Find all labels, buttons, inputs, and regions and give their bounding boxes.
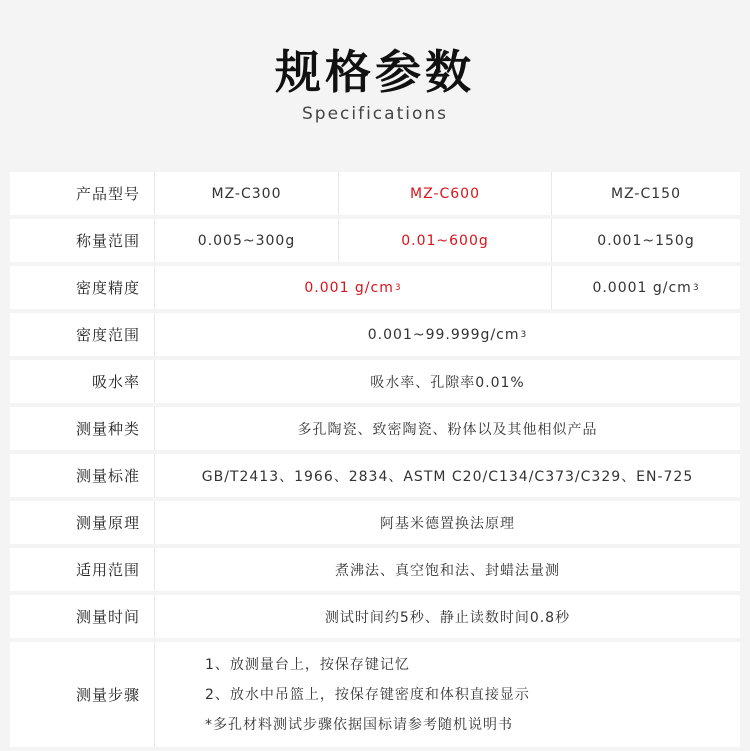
unit-sup: 3 <box>520 329 528 340</box>
spec-table <box>10 172 740 751</box>
row-label: 密度精度 <box>10 266 155 309</box>
page-title: 规格参数 <box>275 45 475 99</box>
row-label: 吸水率 <box>10 360 155 403</box>
types-value: 多孔陶瓷、致密陶瓷、粉体以及其他相似产品 <box>297 421 598 438</box>
water-value: 吸水率、孔隙率0.01% <box>370 374 525 391</box>
spec-row-steps <box>10 642 740 747</box>
row-label: 适用范围 <box>10 548 155 591</box>
precision-main <box>155 266 552 309</box>
spec-row-density-range <box>10 313 740 356</box>
spec-row-principle <box>10 501 740 544</box>
standard-value: GB/T2413、1966、2834、ASTM C20/C134/C373/C329、EN-725 <box>201 468 694 485</box>
row-label: 测量步骤 <box>10 642 155 747</box>
model-c600: MZ-C600 <box>339 172 552 215</box>
steps-list <box>155 642 740 747</box>
precision-alt <box>552 266 740 309</box>
row-label: 产品型号 <box>10 172 155 215</box>
spec-row-range <box>10 219 740 262</box>
step-item: *多孔材料测试步骤依据国标请参考随机说明书 <box>205 716 513 733</box>
spec-row-standard <box>10 454 740 497</box>
row-label: 测量时间 <box>10 595 155 638</box>
range-c300: 0.005~300g <box>155 219 339 262</box>
model-c300: MZ-C300 <box>155 172 339 215</box>
principle-value: 阿基米德置换法原理 <box>380 515 515 532</box>
unit-sup: 3 <box>394 282 402 293</box>
unit-sup: 3 <box>692 282 700 293</box>
spec-row-precision <box>10 266 740 309</box>
row-label: 测量种类 <box>10 407 155 450</box>
spec-row-types <box>10 407 740 450</box>
step-item: 1、放测量台上，按保存键记忆 <box>205 656 410 673</box>
spec-row-scope <box>10 548 740 591</box>
step-item: 2、放水中吊篮上，按保存键密度和体积直接显示 <box>205 686 530 703</box>
model-c150: MZ-C150 <box>611 185 681 202</box>
density-range-value <box>155 313 740 356</box>
spec-row-model <box>10 172 740 215</box>
range-c150: 0.001~150g <box>597 232 695 249</box>
precision-alt-value: 0.0001 g/cm <box>592 279 692 296</box>
density-range-text: 0.001~99.999g/cm <box>367 326 520 343</box>
precision-main-value: 0.001 g/cm <box>304 279 394 296</box>
scope-value: 煮沸法、真空饱和法、封蜡法量测 <box>335 562 560 579</box>
page-subtitle: Specifications <box>301 104 448 124</box>
row-label: 密度范围 <box>10 313 155 356</box>
row-label: 测量原理 <box>10 501 155 544</box>
spec-row-time <box>10 595 740 638</box>
row-label: 称量范围 <box>10 219 155 262</box>
time-value: 测试时间约5秒、静止读数时间0.8秒 <box>324 609 571 626</box>
row-label: 测量标准 <box>10 454 155 497</box>
range-c600: 0.01~600g <box>339 219 552 262</box>
spec-row-water <box>10 360 740 403</box>
